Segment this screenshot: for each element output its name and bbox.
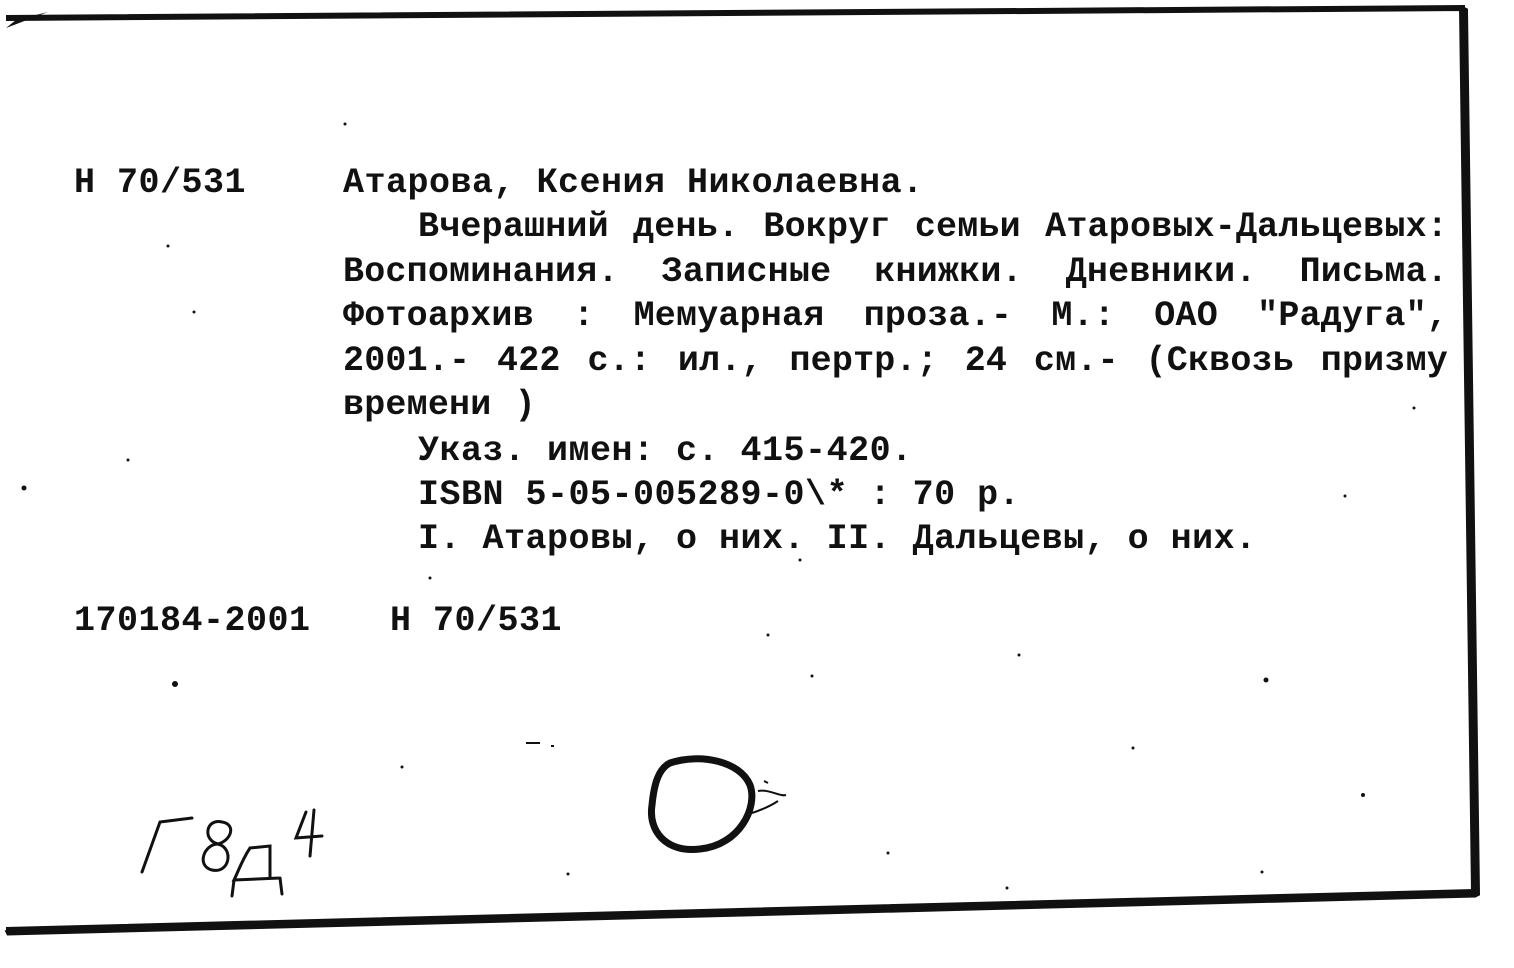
record-number: 170184-2001 [74, 601, 311, 641]
shelf-mark: Н 70/531 [74, 163, 247, 203]
footer-shelf-mark: Н 70/531 [390, 601, 563, 641]
bibliographic-description: Вчерашний день. Вокруг семьи Атаровых-Дальцевых: Воспоминания. Записные книжки. Дневники. Письма. Фотоархив : Мемуарная проза.- М.: ОАО "Радуга", 2001.- 422 с.: ил., пертр.; 24 см.- (Сквозь призму времени ) [343, 207, 1448, 426]
author-heading: Атарова, Ксения Николаевна. [343, 163, 924, 203]
isbn-line: ISBN 5-05-005289-0\* : 70 р. [418, 475, 1021, 515]
subject-headings: I. Атаровы, о них. II. Дальцевы, о них. [418, 519, 1257, 559]
index-note: Указ. имен: с. 415-420. [418, 431, 913, 471]
